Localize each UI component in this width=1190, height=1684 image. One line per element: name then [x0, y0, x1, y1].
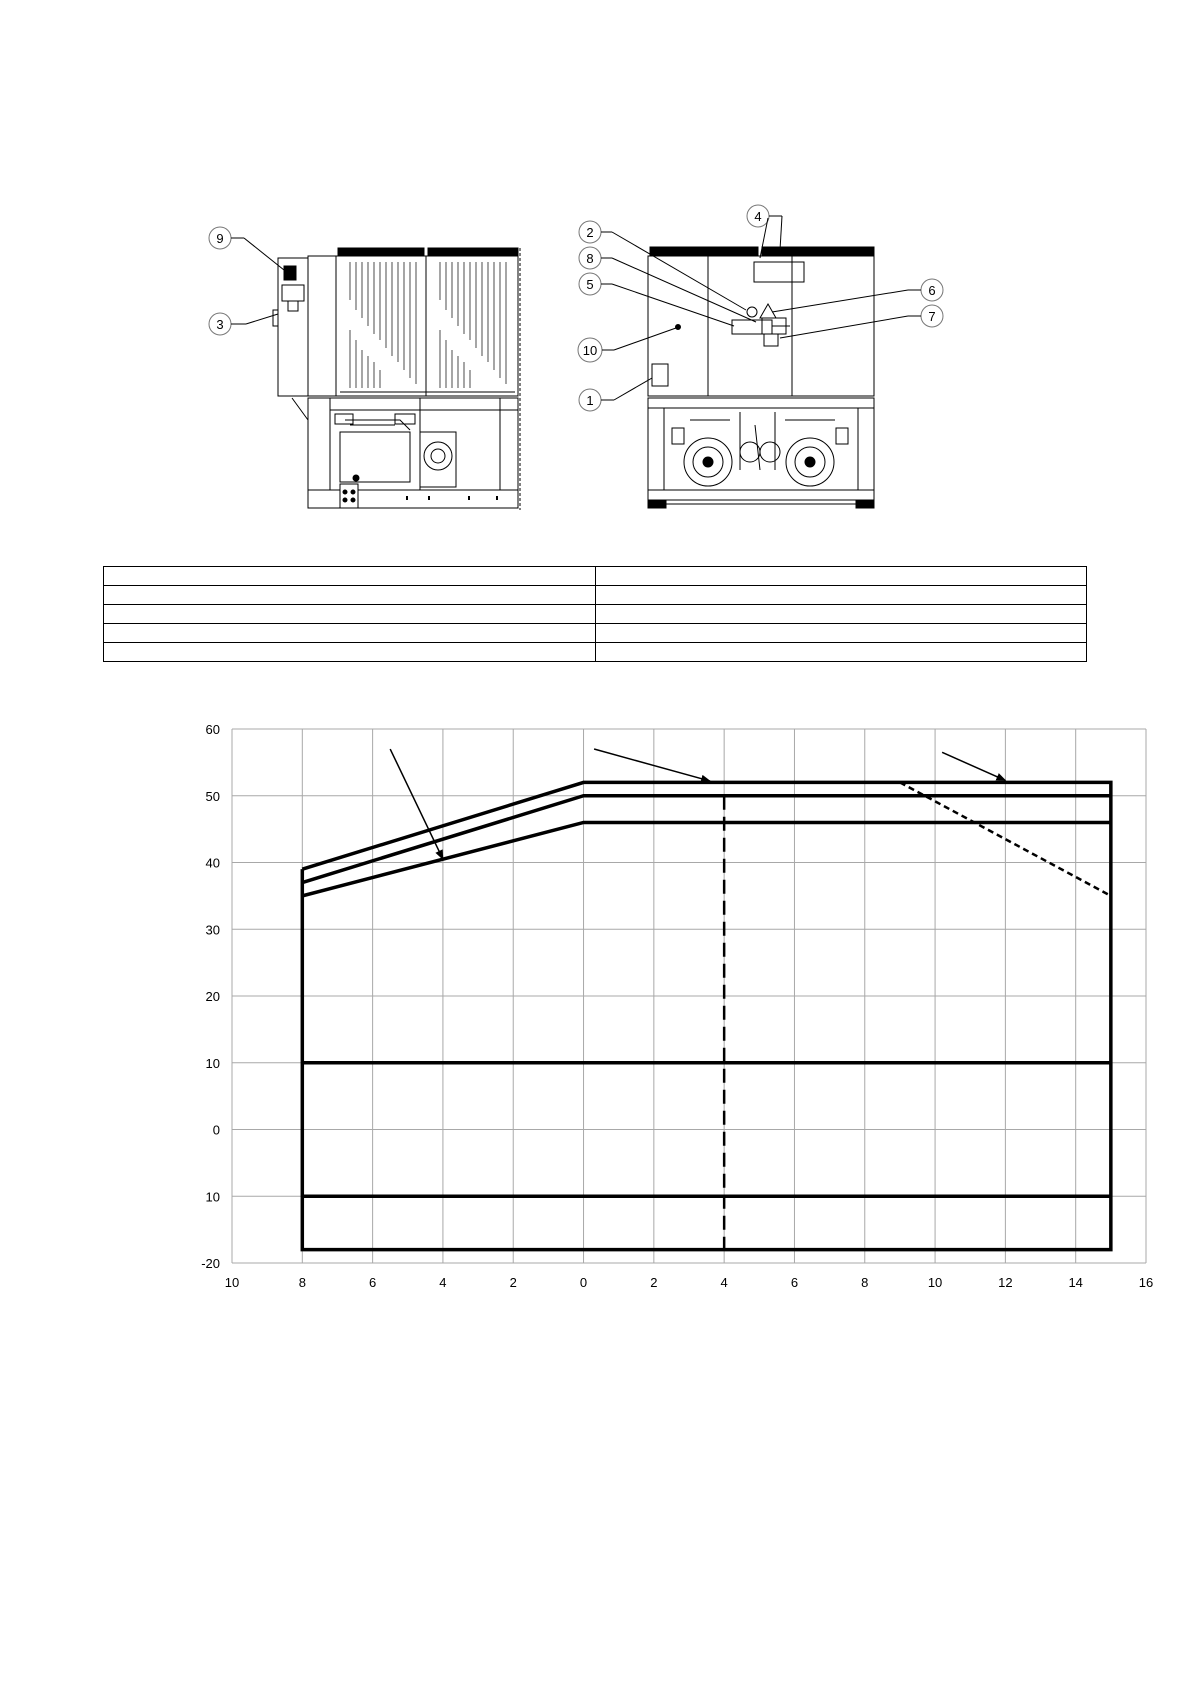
svg-text:2: 2	[586, 225, 594, 240]
y-tick-label: 20	[205, 989, 220, 1004]
chart-ticks	[201, 722, 1153, 1290]
y-tick-label: 50	[205, 788, 220, 804]
table-cell	[104, 605, 596, 624]
side-view-drawing	[273, 248, 520, 510]
front-view-drawing	[648, 247, 874, 508]
unit-drawings	[0, 0, 1190, 530]
x-tick-label: 2	[509, 1275, 517, 1290]
y-tick-label: 10	[205, 1055, 220, 1071]
y-tick-label: 40	[205, 855, 220, 871]
series-line-1	[302, 782, 1111, 1249]
callout-1	[579, 378, 652, 411]
table-cell	[595, 567, 1087, 586]
table-row	[104, 567, 1087, 586]
chart-arrows	[390, 749, 1005, 859]
table-cell	[104, 586, 596, 605]
callout-2	[579, 221, 746, 310]
svg-text:4: 4	[754, 209, 762, 224]
svg-text:8: 8	[586, 251, 594, 266]
y-tick-label: 10	[205, 1189, 220, 1205]
x-tick-label: 10	[224, 1275, 240, 1290]
table-cell	[595, 643, 1087, 662]
x-tick-label: 2	[650, 1275, 658, 1290]
x-tick-label: 8	[861, 1275, 869, 1290]
table-cell	[595, 605, 1087, 624]
callout-10	[578, 328, 676, 362]
x-tick-label: 4	[720, 1275, 728, 1290]
table-cell	[595, 586, 1087, 605]
svg-text:6: 6	[928, 283, 936, 298]
y-tick-label: -20	[201, 1256, 220, 1271]
operating-envelope-chart	[0, 700, 1190, 1320]
x-tick-label: 0	[579, 1275, 588, 1290]
table-cell	[104, 567, 596, 586]
svg-text:10: 10	[582, 343, 598, 358]
table-row	[104, 586, 1087, 605]
series-line-2	[302, 796, 1111, 883]
callout-5	[579, 273, 734, 326]
svg-text:1: 1	[586, 393, 594, 408]
x-tick-label: 4	[439, 1275, 447, 1290]
x-tick-label: 8	[298, 1275, 306, 1290]
spec-table	[103, 566, 1087, 662]
x-tick-label: 6	[790, 1275, 799, 1290]
x-tick-label: 14	[1068, 1275, 1083, 1290]
callout-6	[772, 279, 943, 312]
svg-text:3: 3	[216, 317, 224, 332]
y-tick-label: 0	[212, 1122, 220, 1138]
y-tick-label: 60	[205, 722, 220, 737]
x-tick-label: 6	[368, 1275, 377, 1290]
svg-text:7: 7	[928, 309, 936, 324]
callout-9	[209, 227, 284, 270]
table-row	[104, 624, 1087, 643]
table-row	[104, 643, 1087, 662]
table-cell	[104, 624, 596, 643]
chart-series	[302, 782, 1111, 1249]
callout-3	[209, 313, 278, 335]
annotation-arrow-2	[594, 749, 710, 781]
table-row	[104, 605, 1087, 624]
annotation-arrow-3	[942, 752, 1005, 780]
svg-text:5: 5	[586, 277, 594, 292]
y-tick-label: 30	[205, 922, 220, 938]
x-tick-label: 16	[1138, 1275, 1154, 1290]
chart-grid	[232, 729, 1146, 1263]
callout-7	[780, 305, 943, 338]
x-tick-label: 10	[927, 1275, 943, 1290]
table-cell	[595, 624, 1087, 643]
svg-text:9: 9	[216, 231, 224, 246]
annotation-arrow-1	[390, 749, 443, 859]
x-tick-label: 12	[998, 1275, 1013, 1290]
table-cell	[104, 643, 596, 662]
